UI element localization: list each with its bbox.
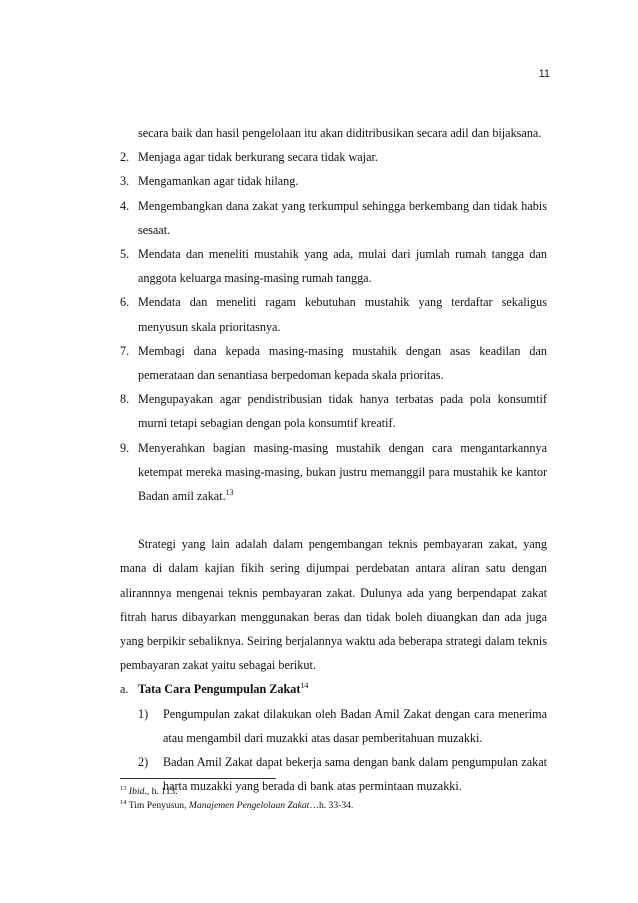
list-item: [120, 290, 547, 338]
page-number: 11: [538, 68, 550, 80]
list-text: Menjaga agar tidak berkurang secara tidak wajar.: [138, 150, 378, 165]
body-text: [120, 121, 547, 798]
sub-list: [120, 702, 547, 799]
footnote-text: Tim Penyusun,: [128, 800, 189, 811]
sub-list-text: Pengumpulan zakat dilakukan oleh Badan Amil Zakat dengan cara menerima atau mengambil dari muzakki atas dasar pemberitahuan muzakki.: [163, 706, 547, 745]
footnote-text: …h. 33-34.: [309, 800, 354, 811]
sub-list-number: 2): [138, 755, 149, 770]
list-item: [120, 194, 547, 242]
list-item: [120, 242, 547, 290]
footnote-ref: 14: [300, 681, 309, 691]
footnote: [120, 785, 550, 799]
list-number: 7.: [120, 343, 130, 358]
list-item: [120, 169, 547, 193]
list-text: Mengupayakan agar pendistribusian tidak hanya terbatas pada pola konsumtif murni tetapi sebagian dengan pola konsumtif kreatif.: [138, 392, 547, 431]
list-text: Membagi dana kepada masing-masing mustahik dengan asas keadilan dan pemerataan dan senantiasa berpedoman kepada skala prioritas.: [138, 343, 547, 383]
footnote-number: 13: [120, 784, 127, 792]
list-number: 2.: [120, 150, 130, 165]
list-number: 9.: [120, 440, 130, 455]
list-item: [120, 436, 547, 509]
list-text: Mendata dan meneliti mustahik yang ada, mulai dari jumlah rumah tangga dan anggota keluarga masing-masing rumah tangga.: [138, 247, 547, 286]
sub-list-item: [138, 702, 547, 750]
sub-list-text: Badan Amil Zakat dapat bekerja sama dengan bank dalam pengumpulan zakat harta muzakki yang berada di bank atas permintaan muzakki.: [163, 755, 547, 794]
footnotes: [120, 785, 550, 813]
intro-continuation: secara baik dan hasil pengelolaan itu akan diditribusikan secara adil dan bijaksana.: [138, 126, 542, 140]
list-number: 6.: [120, 295, 130, 310]
list-item: [120, 145, 547, 169]
list-text: Menyerahkan bagian masing-masing mustahik dengan cara mengantarkannya ketempat mereka masing-masing, bukan justru memanggil para mustahik ke kantor Badan amil zakat.: [138, 440, 547, 504]
list-text: Mengembangkan dana zakat yang terkumpul sehingga berkembang dan tidak habis sesaat.: [138, 198, 547, 237]
list-number: 8.: [120, 392, 130, 407]
list-number: 3.: [120, 174, 130, 189]
footnote-number: 14: [120, 798, 127, 806]
footnote-italic: Manajemen Pengelolaan Zakat: [188, 800, 310, 811]
list-item: [120, 339, 547, 387]
list-number: 4.: [120, 198, 130, 213]
paragraph-spacer: [120, 508, 547, 532]
section-marker: a.: [120, 682, 129, 697]
section-heading: [120, 677, 547, 701]
footnote-italic: Ibid: [128, 786, 145, 797]
section-title: Tata Cara Pengumpulan Zakat: [138, 682, 301, 697]
footnote-divider: [120, 778, 276, 779]
list-number: 5.: [120, 247, 130, 262]
list-item: [120, 387, 547, 435]
footnote: [120, 799, 550, 813]
paragraph: Strategi yang lain adalah dalam pengembangan teknis pembayaran zakat, yang mana di dalam kajian fikih sering dijumpai perdebatan antara aliran satu dengan alirannnya mengenai teknis pembayaran zakat. Dulunya ada yang berpendapat zakat fitrah harus dibayarkan menggunakan beras dan tidak boleh diuangkan dan ada juga yang berpikir sebaliknya. Seiring berjalannya waktu ada beberapa strategi dalam teknis pembayaran zakat yaitu sebagai berikut.: [120, 537, 547, 673]
footnote-text: ., h. 113.: [144, 786, 178, 797]
list-text: Mengamankan agar tidak hilang.: [138, 174, 299, 189]
numbered-list: [120, 145, 547, 508]
list-text: Mendata dan meneliti ragam kebutuhan mustahik yang terdaftar sekaligus menyusun skala prioritasnya.: [138, 295, 547, 334]
footnote-ref: 13: [225, 487, 234, 497]
sub-list-number: 1): [138, 706, 149, 721]
